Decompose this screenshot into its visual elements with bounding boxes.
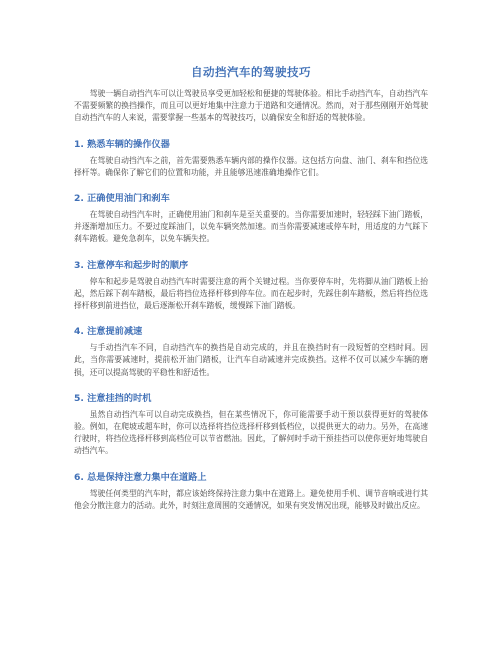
section-heading: 3. 注意停车和起步时的顺序 [74, 259, 189, 271]
section-5 [74, 390, 428, 458]
section-4 [74, 323, 428, 379]
section-6 [74, 469, 428, 512]
section-3 [74, 257, 428, 313]
section-heading: 1. 熟悉车辆的操作仪器 [74, 138, 170, 150]
section-heading: 6. 总是保持注意力集中在道路上 [74, 471, 207, 483]
section-paragraph: 在驾驶自动挡汽车之前，首先需要熟悉车辆内部的操作仪器。这包括方向盘、油门、刹车和挡位选择杆等。确保你了解它们的位置和功能，并且能够迅速准确地操作它们。 [74, 155, 428, 177]
section-paragraph: 与手动挡汽车不同，自动挡汽车的换挡是自动完成的，并且在换挡时有一段短暂的空档时间。因此，当你需要减速时，提前松开油门踏板，让汽车自动减速并完成换挡。这样不仅可以减少车辆的磨损，还可以提高驾驶的平稳性和舒适性。 [74, 343, 428, 377]
section-1 [74, 136, 428, 179]
section-heading: 2. 正确使用油门和刹车 [74, 193, 170, 205]
section-paragraph: 虽然自动挡汽车可以自动完成换挡，但在某些情况下，你可能需要手动干预以获得更好的驾驶体验。例如，在爬坡或超车时，你可以选择将挡位选择杆移到低档位，以提供更大的动力。另外，在高速行驶时，将挡位选择杆移到高档位可以节省燃油。因此，了解何时手动干预挂挡可以使你更好地驾驶自动挡汽车。 [74, 409, 428, 456]
document-title: 自动挡汽车的驾驶技巧 [191, 65, 311, 79]
section-paragraph: 驾驶任何类型的汽车时，都应该始终保持注意力集中在道路上。避免使用手机、调节音响或进行其他会分散注意力的活动。此外，时刻注意周围的交通情况，如果有突发情况出现，能够及时做出反应。 [74, 488, 428, 510]
section-heading: 4. 注意提前减速 [74, 326, 143, 338]
section-2 [74, 190, 428, 246]
section-paragraph: 停车和起步是驾驶自动挡汽车时需要注意的两个关键过程。当你要停车时，先将脚从油门踏板上抬起，然后踩下刹车踏板，最后将挡位选择杆移到停车位。而在起步时，先踩住刹车踏板，然后将挡位选择杆移到前进挡位，最后逐渐松开刹车踏板，缓慢踩下油门踏板。 [74, 276, 428, 311]
section-paragraph: 在驾驶自动挡汽车时，正确使用油门和刹车是至关重要的。当你需要加速时，轻轻踩下油门踏板，并逐渐增加压力。不要过度踩油门，以免车辆突然加速。而当你需要减速或停车时，用适度的力气踩下刹车踏板。避免急刹车，以免车辆失控。 [74, 210, 428, 244]
intro-paragraph: 驾驶一辆自动挡汽车可以让驾驶员享受更加轻松和便捷的驾驶体验。相比手动挡汽车，自动挡汽车不需要频繁的换挡操作，而且可以更好地集中注意力于道路和交通情况。然而，对于那些刚刚开始驾驶自动挡汽车的人来说，需要掌握一些基本的驾驶技巧，以确保安全和舒适的驾驶体验。 [74, 89, 428, 123]
section-heading: 5. 注意挂挡的时机 [74, 392, 152, 404]
